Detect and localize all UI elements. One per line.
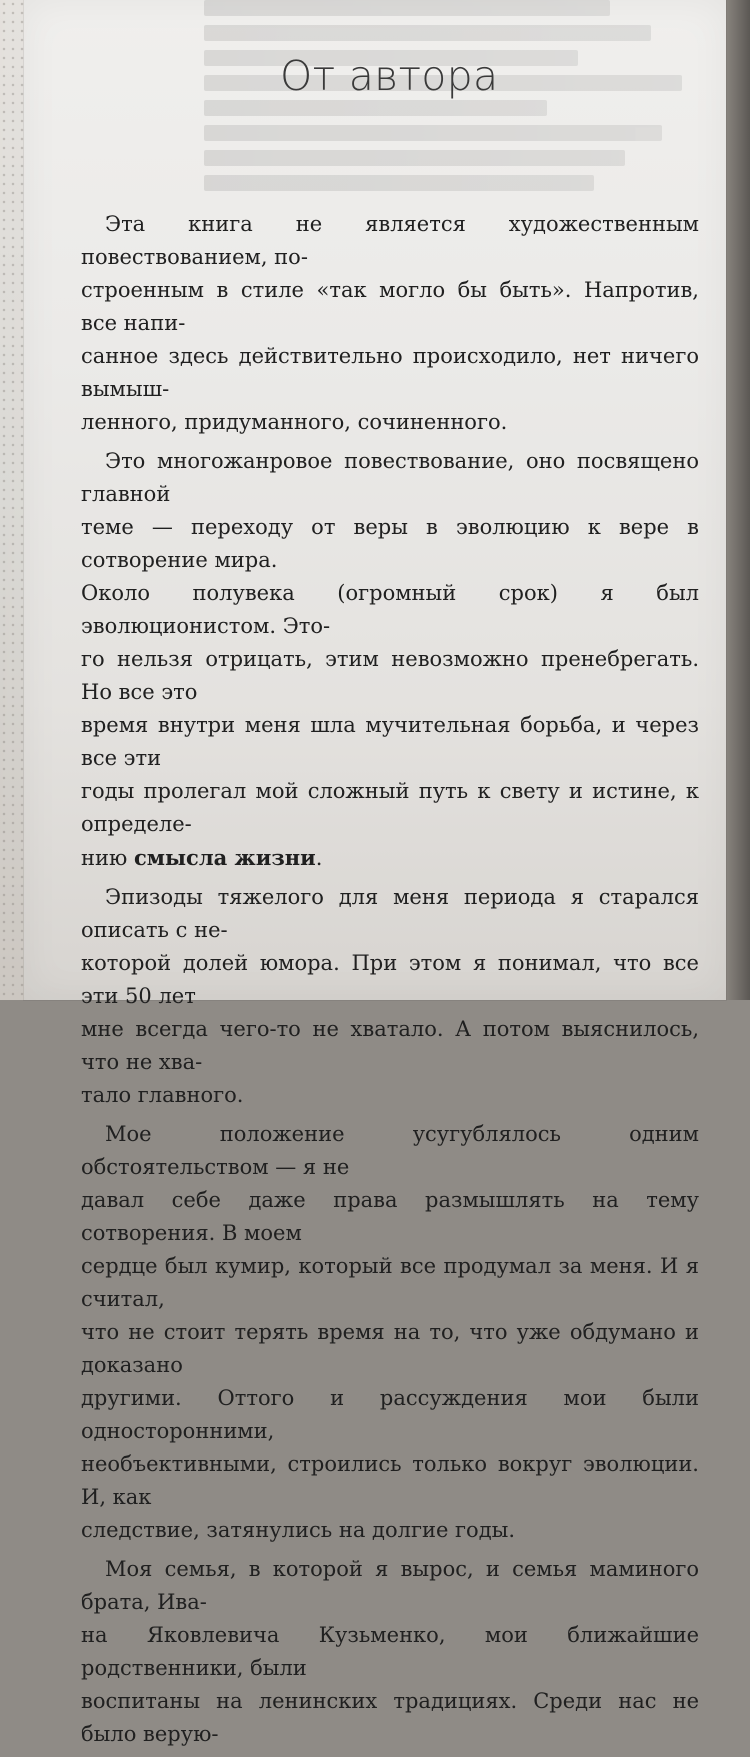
paragraph-3 (81, 881, 699, 1112)
page-header (280, 52, 520, 108)
paragraph-2-line-7-prefix: нию (81, 846, 134, 870)
book-page (24, 0, 726, 1746)
paragraph-5-line-1: Моя семья, в которой я вырос, и семья маминого брата, Ива- (81, 1557, 699, 1614)
paragraph-4 (81, 1118, 699, 1547)
paragraph-2-line-3: Около полувека (огромный срок) я был эволюционистом. Это- (81, 581, 699, 638)
paragraph-2-line-7-suffix: . (315, 846, 323, 870)
paragraph-4-line-6: необъективными, строились только вокруг эволюции. И, как (81, 1452, 699, 1509)
paragraph-1-line-2: строенным в стиле «так могло бы быть». Напротив, все напи- (81, 278, 699, 335)
paragraph-5-line-3: воспитаны на ленинских традициях. Среди нас не было верую- (81, 1689, 699, 1746)
paragraph-1-line-3: санное здесь действительно происходило, нет ничего вымыш- (81, 344, 699, 401)
paragraph-1 (81, 208, 699, 439)
paragraph-2-line-1: Это многожанровое повествование, оно посвящено главной (81, 449, 699, 506)
meaning-of-life-bold: смысла жизни (133, 845, 316, 870)
paragraph-4-line-5: другими. Оттого и рассуждения мои были односторонними, (81, 1386, 699, 1443)
show-through-text (204, 0, 724, 220)
paragraph-1-line-4: ленного, придуманного, сочиненного. (81, 410, 508, 434)
paragraph-3-line-1: Эпизоды тяжелого для меня периода я старался описать с не- (81, 885, 699, 942)
page-edge (0, 0, 26, 1000)
paragraph-2-line-5: время внутри меня шла мучительная борьба, и через все эти (81, 713, 699, 770)
paragraph-2-line-6: годы пролегал мой сложный путь к свету и истине, к определе- (81, 779, 699, 836)
paragraph-4-line-2: давал себе даже права размышлять на тему сотворения. В моем (81, 1188, 699, 1245)
paragraph-3-line-2: которой долей юмора. При этом я понимал, что все эти 50 лет (81, 951, 699, 1008)
page-title: От автора (280, 52, 499, 100)
paragraph-2-line-2: теме — переходу от веры в эволюцию к вере в сотворение мира. (81, 515, 699, 572)
paragraph-2-line-4: го нельзя отрицать, этим невозможно пренебрегать. Но все это (81, 647, 699, 704)
page-shadow (724, 0, 750, 1000)
paragraph-4-line-7: следствие, затянулись на долгие годы. (81, 1518, 516, 1542)
paragraph-1-line-1: Эта книга не является художественным повествованием, по- (81, 212, 699, 269)
paragraph-5-line-2: на Яковлевича Кузьменко, мои ближайшие родственники, были (81, 1623, 699, 1680)
paragraph-3-line-4: тало главного. (81, 1083, 244, 1107)
paragraph-4-line-4: что не стоит терять время на то, что уже обдумано и доказано (81, 1320, 699, 1377)
paragraph-5 (81, 1553, 699, 1751)
paragraph-4-line-1: Мое положение усугублялось одним обстоятельством — я не (81, 1122, 699, 1179)
paragraph-3-line-3: мне всегда чего-то не хватало. А потом выяснилось, что не хва- (81, 1017, 699, 1074)
page-body (81, 208, 699, 1757)
paragraph-2 (81, 445, 699, 875)
paragraph-4-line-3: сердце был кумир, который все продумал за меня. И я считал, (81, 1254, 699, 1311)
paragraph-2-line-7 (81, 841, 699, 875)
